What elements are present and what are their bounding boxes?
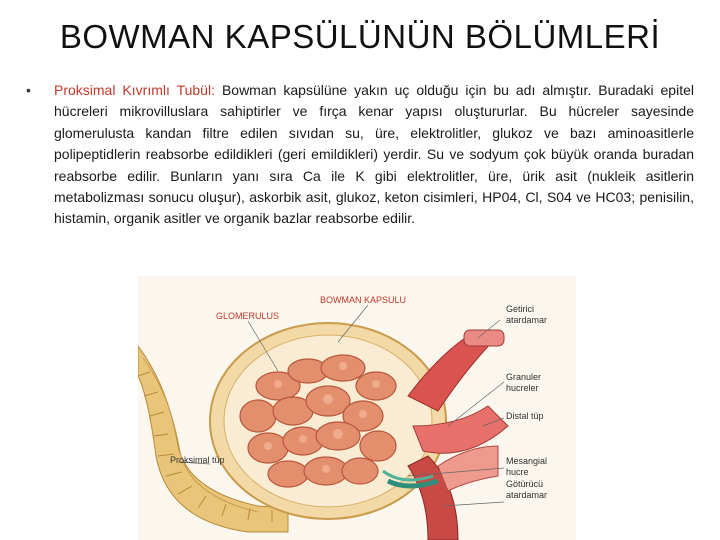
label-efferent-2: atardamar: [506, 490, 548, 500]
term-proksimal: Proksimal Kıvrımlı Tubül:: [54, 82, 215, 98]
nephron-illustration: [138, 276, 576, 540]
label-glomerulus: GLOMERULUS: [216, 311, 280, 321]
page-title: BOWMAN KAPSÜLÜNÜN BÖLÜMLERİ: [59, 18, 661, 55]
label-bowman: BOWMAN KAPSULU: [320, 295, 407, 305]
label-afferent-1: Getirici: [506, 304, 535, 314]
label-mesangial-1: Mesangial: [506, 456, 548, 466]
label-afferent-2: atardamar: [506, 315, 548, 325]
paragraph-text: Bowman kapsülüne yakın uç olduğu için bu adı almıştır. Buradaki epitel hücreleri mikrovilluslara sahiptirler ve fırça kenar yapısı oluştururlar. Bu hücreler sayesinde glomerulusta kandan filtre edilen sıvıdan su, üre, elektrolitler, glukoz ve bazı aminoasitlerle polipeptidlerin reabsorbe edildikleri (geri emildikleri) yerdir. Su ve sodyum çok büyük oranda buradan reabsorbe edilir. Bunların yanı sıra Ca ile K gibi elektrolitler, üre, ürik asit (nukleik asitlerin metabolizması sonucu oluşur), askorbik asit, glukoz, keton cisimleri, HP04, Cl, S04 ve HC03; penisilin, histamin, organik asitler ve organik bazlar reabsorbe edilir.: [54, 82, 694, 227]
nephron-figure: [138, 276, 576, 540]
label-distal: Distal tüp: [506, 411, 544, 421]
body-paragraph: [54, 80, 694, 230]
label-proximal: Proksimal tüp: [170, 455, 225, 465]
label-efferent-1: Götürücü: [506, 479, 544, 489]
label-mesangial-2: hucre: [506, 467, 529, 477]
label-granular-2: hucreler: [506, 383, 539, 393]
label-granular-1: Granuler: [506, 372, 542, 382]
bullet-marker: •: [26, 82, 31, 98]
